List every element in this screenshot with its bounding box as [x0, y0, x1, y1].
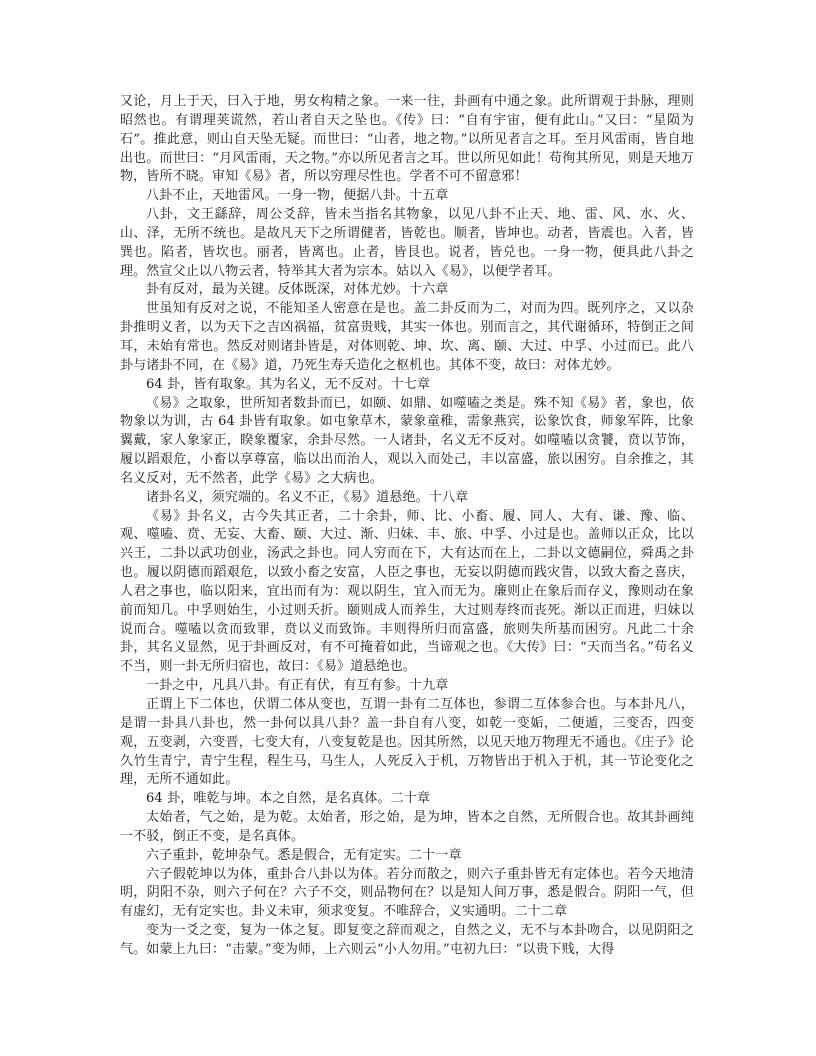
heading-chapter-18: 诸卦名义，须究端的。名义不正，《易》道悬绝。十八章 [146, 489, 469, 505]
paragraph-chapter-17: 《易》之取象，世所知者数卦而已，如颐、如鼎、如噬嗑之类是。殊不知《易》者，象也，依物象以为训，古 64 卦皆有取象。如屯象草木，蒙象童稚，需象燕宾，讼象饮食，师象军阵，比象翼戴，家人象家正，睽象覆家，余卦尽然。一人诸卦，名义无不反对。如噬嗑以贪饕，贲以节饰，履以蹈艰危，小畜以享尊富，临以出而治人，观以入而处己，丰以富盛，旅以困穷。自余推之，其名义反对，无不然者，此学《易》之大病也。 [120, 395, 694, 486]
paragraph-chapter-22: 变为一爻之变，复为一体之复。即复变之辞而观之，自然之义，无不与本卦吻合，以见阴阳之气。如蒙上九曰：“击蒙。”变为师，上六则云“小人勿用。”屯初九曰：“以贵下贱，大得 [120, 923, 694, 957]
paragraph-chapter-20: 太始者，气之始，是为乾。太始者，形之始，是为坤，皆本之自然，无所假合也。故其卦画纯一不驳，倒正不变，是名真体。 [120, 810, 694, 844]
heading-chapter-20: 64 卦，唯乾与坤。本之自然，是名真体。二十章 [146, 791, 431, 807]
paragraph-chapter-15: 八卦，文王繇辞，周公爻辞，皆未当指名其物象，以见八卦不止天、地、雷、风、水、火、山、泽，无所不统也。是故凡天下之所谓健者，皆乾也。顺者，皆坤也。动者，皆震也。入者，皆巽也。陷者，皆坎也。丽者，皆离也。止者，皆艮也。说者，皆兑也。一身一物，便具此八卦之理。然宣父止以八物云者，特举其大者为宗本。姑以入《易》，以便学者耳。 [120, 207, 694, 279]
heading-chapter-17: 64 卦，皆有取象。其为名义，无不反对。十七章 [146, 376, 431, 392]
heading-chapter-21: 六子重卦，乾坤杂气。悉是假合，无有定实。二十一章 [146, 847, 462, 863]
paragraph-chapter-18: 《易》卦名义，古今失其正者，二十余卦，师、比、小畜、履、同人、大有、谦、豫、临、观、噬嗑、贲、无妄、大畜、颐、大过、渐、归妹、丰、旅、中孚、小过是也。盖师以正众，比以兴王，二卦以武功创业，汤武之卦也。同人穷而在下，大有达而在上，二卦以文德嗣位，舜禹之卦也。履以阴德而蹈艰危，以致小畜之安富，人臣之事也，无妄以阴德而践灾眚，以致大畜之喜庆，人君之事也，临以阳来，宜出而有为：观以阴生，宜入而无为。廉则止在象后而存义，豫则动在象前而知几。中孚则始生，小过则夭折。颐则成人而养生，大过则寿终而丧死。渐以正而进，归妹以说而合。噬嗑以贪而致罪，贲以义而致饰。丰则得所归而富盛，旅则失所基而困穷。凡此二十余卦，其名义显然，见于卦画反对，有不可掩着如此，当谛观之也。《大传》曰：“天而当名。”苟名义不当，则一卦无所归宿也，故曰：《易》道悬绝也。 [120, 508, 694, 675]
paragraph-chapter-19: 正谓上下二体也，伏谓二体从变也，互谓一卦有二互体也，参谓二互体参合也。与本卦凡八，是谓一卦具八卦也，然一卦何以具八卦？盖一卦自有八变，如乾一变姤，二便遁，三变否，四变观，五变剥，六变晋，七变大有，八变复乾是也。因其所然，以见天地万物理无不通也。《庄子》论久竹生青宁，青宁生程，程生马，马生人，人死反入于机，万物皆出于机入于机，其一节论变化之理，无所不通如此。 [120, 697, 694, 788]
paragraph-chapter-21: 六子假乾坤以为体，重卦合八卦以为体。若分而散之，则六子重卦皆无有定体也。若今天地清明，阴阳不杂，则六子何在？六子不交，则品物何在？以是知人间万事，悉是假合。阴阳一气，但有虚幻，无有定实也。卦义未审，须求变复。不唯辞合，义实通明。二十二章 [120, 866, 694, 920]
paragraph-intro: 又论，月上于天，曰入于地，男女构精之象。一来一往，卦画有中通之象。此所谓观于卦脉，理则昭然也。有谓理荚谎然，若山者自天之坠也。《传》曰：“自有宇宙，便有此山。”又曰：“星陨为石”。推此意，则山自天坠无疑。而世曰：“山者，地之物。”以所见者言之耳。至月风雷雨，皆自地出也。而世曰：“月风雷雨，天之物。”亦以所见者言之耳。世以所见如此！苟徇其所见，则是天地万物，皆所不晓。审知《易》者，所以穷理尽性也。学者不可不留意邪！ [120, 94, 694, 185]
paragraph-chapter-16: 世虽知有反对之说，不能知圣人密意在是也。盖二卦反而为二，对而为四。既列序之，又以杂卦推明义者，以为天下之吉凶祸福，贫富贵贱，其实一体也。别而言之，其代谢循环，特倒正之间耳，未始有常也。然反对则诸卦皆是，对体则乾、坤、坎、离、颐、大过、中孚、小过而已。此八卦与诸卦不同，在《易》道，乃死生寿夭造化之枢机也。其体不变，故曰：对体尤妙。 [120, 301, 694, 373]
heading-chapter-19: 一卦之中，凡具八卦。有正有伏，有互有参。十九章 [146, 678, 449, 694]
heading-chapter-15: 八卦不止，天地雷风。一身一物，便据八卦。十五章 [146, 188, 449, 204]
heading-chapter-16: 卦有反对，最为关键。反体既深，对体尤妙。十六章 [146, 282, 449, 298]
document-page [120, 93, 694, 960]
